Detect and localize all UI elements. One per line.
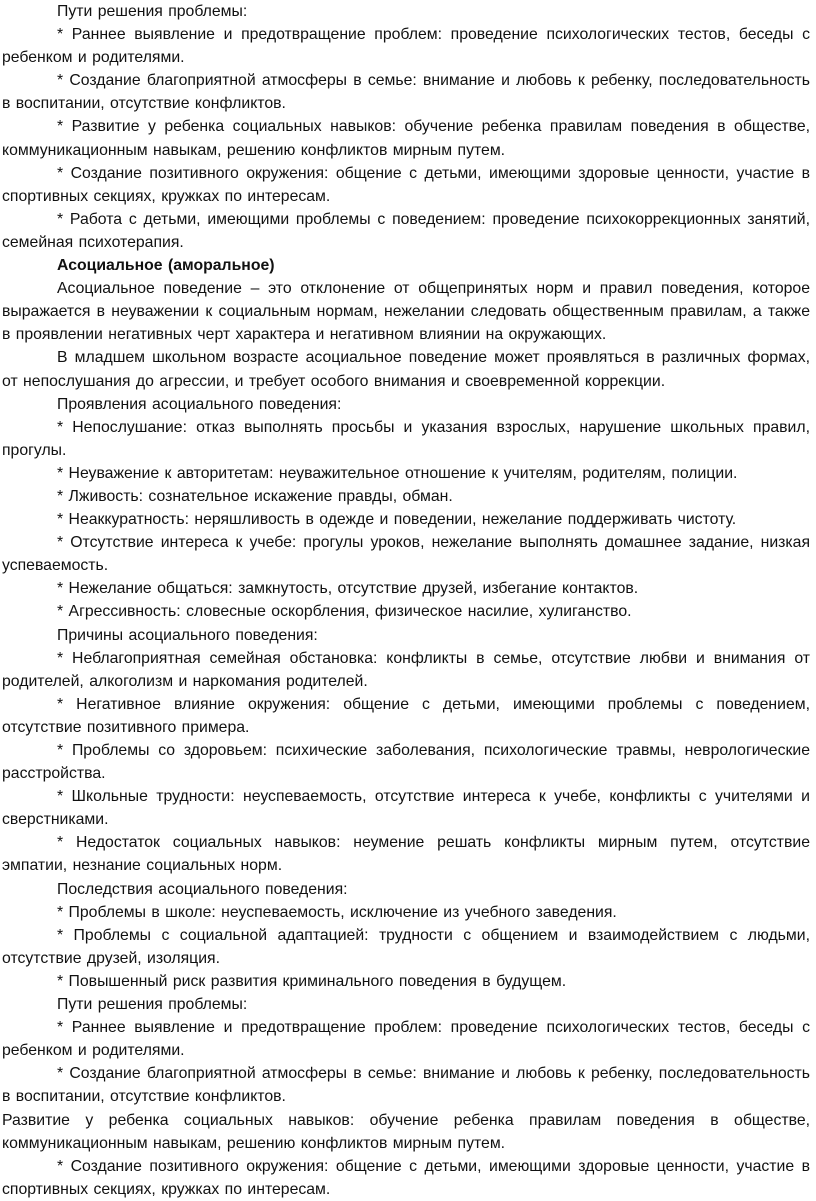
list-item: * Проблемы в школе: неуспеваемость, исключение из учебного заведения. <box>57 903 617 921</box>
list-item: * Работа с детьми, имеющими проблемы с поведением: проведение психокоррекционных занятий, семейная психотерапия. <box>2 210 810 251</box>
list-item: * Агрессивность: словесные оскорбления, физическое насилие, хулиганство. <box>57 603 632 621</box>
paragraph: Асоциальное поведение – это отклонение от общепринятых норм и правил поведения, которое выражается в неуважении к социальным нормам, нежелании следовать общественным правилам, а также в проявлении негативных черт характера и негативном влиянии на окружающих. <box>2 280 810 344</box>
document-body <box>2 0 810 1201</box>
list-item: * Нежелание общаться: замкнутость, отсутствие друзей, избегание контактов. <box>57 580 639 598</box>
list-item: * Проблемы с социальной адаптацией: трудности с общением и взаимодействием с людьми, отсутствие друзей, изоляция. <box>2 926 810 967</box>
list-item: * Неаккуратность: неряшливость в одежде и поведении, нежелание поддерживать чистоту. <box>57 511 737 529</box>
list-item: * Создание благоприятной атмосферы в семье: внимание и любовь к ребенку, последовательность в воспитании, отсутствие конфликтов. <box>2 72 810 113</box>
list-item: * Отсутствие интереса к учебе: прогулы уроков, нежелание выполнять домашнее задание, низкая успеваемость. <box>2 534 810 575</box>
paragraph: Проявления асоциального поведения: <box>57 395 342 413</box>
section-heading: Асоциальное (аморальное) <box>57 257 275 275</box>
list-item: * Развитие у ребенка социальных навыков: обучение ребенка правилам поведения в обществе, коммуникационным навыкам, решению конфликтов мирным путем. <box>2 118 810 159</box>
list-item: * Создание благоприятной атмосферы в семье: внимание и любовь к ребенку, последовательность в воспитании, отсутствие конфликтов. <box>2 1065 810 1106</box>
list-item: * Раннее выявление и предотвращение проблем: проведение психологических тестов, беседы с ребенком и родителями. <box>2 1019 810 1060</box>
paragraph: Причины асоциального поведения: <box>57 626 318 644</box>
list-item: * Создание позитивного окружения: общение с детьми, имеющими здоровые ценности, участие в спортивных секциях, кружках по интересам. <box>2 1157 810 1198</box>
list-item: * Проблемы со здоровьем: психические заболевания, психологические травмы, неврологические расстройства. <box>2 742 810 783</box>
list-item: * Создание позитивного окружения: общение с детьми, имеющими здоровые ценности, участие в спортивных секциях, кружках по интересам. <box>2 164 810 205</box>
list-item: * Непослушание: отказ выполнять просьбы и указания взрослых, нарушение школьных правил, прогулы. <box>2 418 810 459</box>
list-item: * Неблагоприятная семейная обстановка: конфликты в семье, отсутствие любви и внимания от родителей, алкоголизм и наркомания родителей. <box>2 649 810 690</box>
list-item: * Недостаток социальных навыков: неумение решать конфликты мирным путем, отсутствие эмпатии, незнание социальных норм. <box>2 834 810 875</box>
list-item: * Раннее выявление и предотвращение проблем: проведение психологических тестов, беседы с ребенком и родителями. <box>2 26 810 67</box>
paragraph: Последствия асоциального поведения: <box>57 880 348 898</box>
list-item: * Школьные трудности: неуспеваемость, отсутствие интереса к учебе, конфликты с учителями и сверстниками. <box>2 788 810 829</box>
list-item: * Негативное влияние окружения: общение с детьми, имеющими проблемы с поведением, отсутствие позитивного примера. <box>2 695 810 736</box>
list-item: * Повышенный риск развития криминального поведения в будущем. <box>57 972 567 990</box>
list-item: Развитие у ребенка социальных навыков: обучение ребенка правилам поведения в обществе, коммуникационным навыкам, решению конфликтов мирным путем. <box>2 1111 810 1152</box>
paragraph: Пути решения проблемы: <box>57 3 248 20</box>
paragraph: В младшем школьном возрасте асоциальное поведение может проявляться в различных формах, от непослушания до агрессии, и требует особого внимания и своевременной коррекции. <box>2 349 810 390</box>
paragraph: Пути решения проблемы: <box>57 996 248 1014</box>
list-item: * Лживость: сознательное искажение правды, обман. <box>57 487 453 505</box>
list-item: * Неуважение к авторитетам: неуважительное отношение к учителям, родителям, полиции. <box>57 464 738 482</box>
